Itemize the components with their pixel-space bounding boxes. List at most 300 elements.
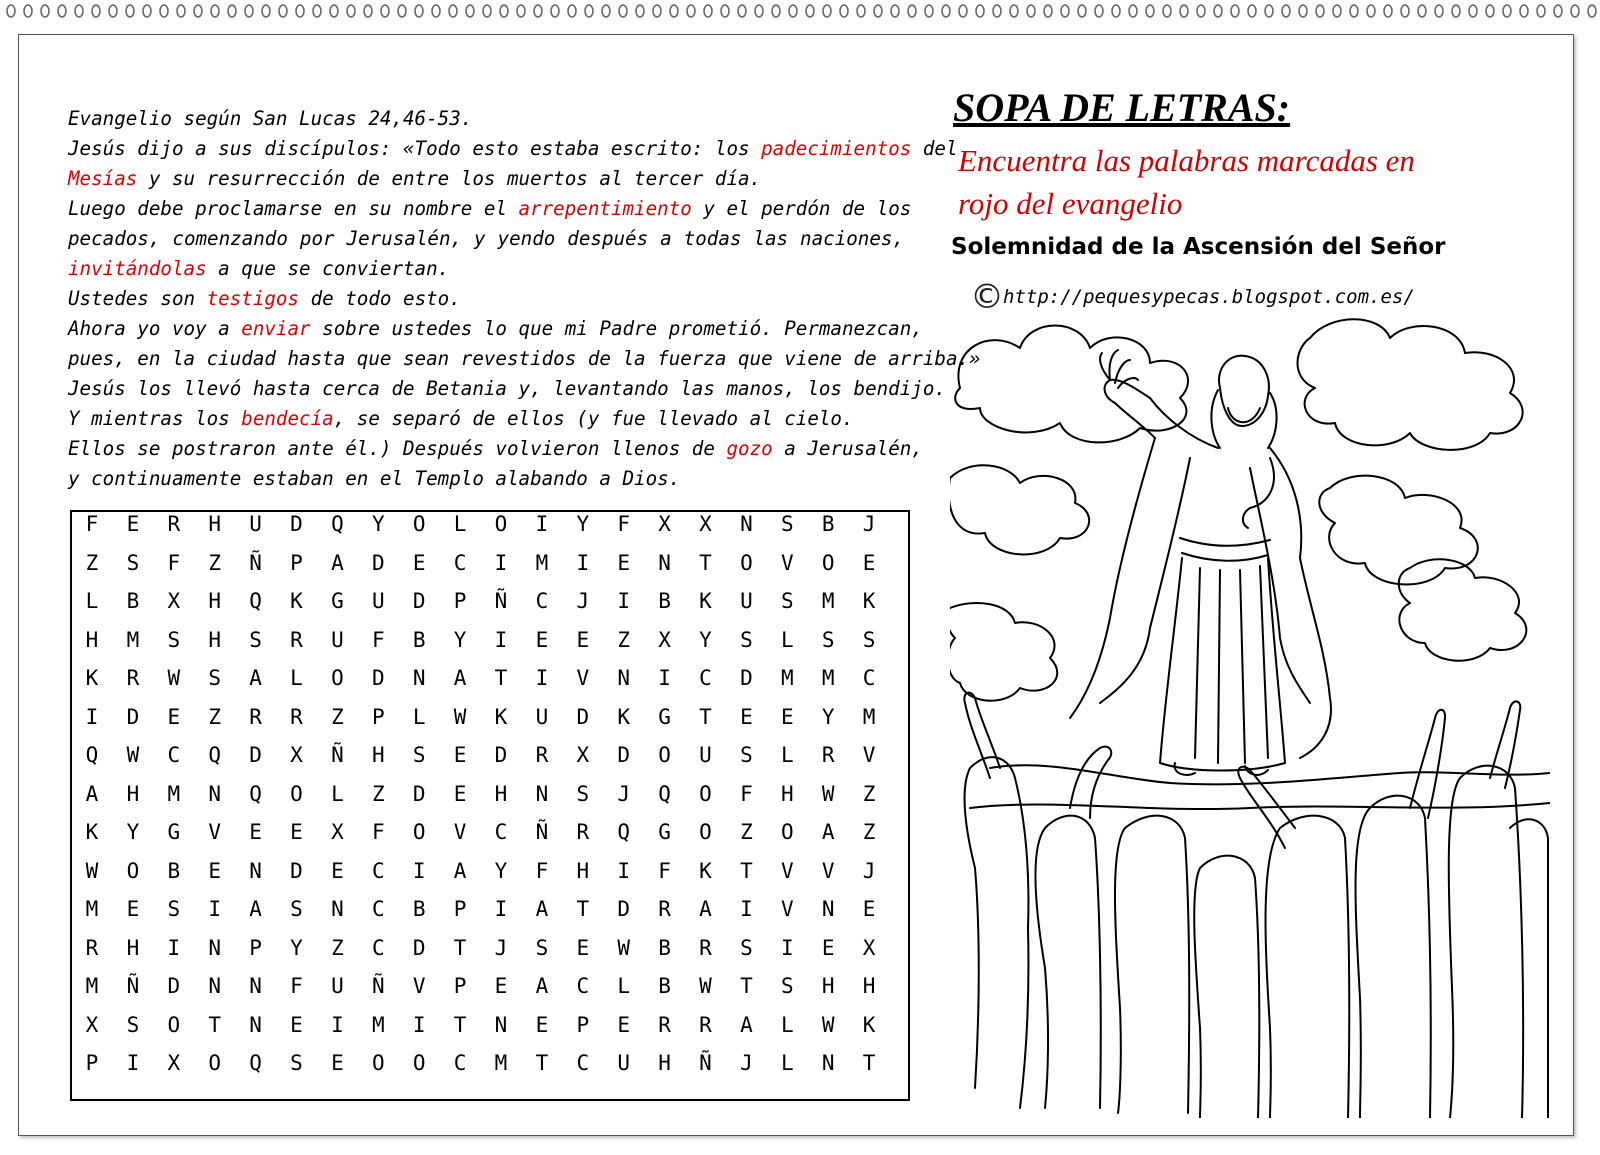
grid-letter: J	[576, 589, 590, 613]
grid-letter: W	[617, 935, 631, 960]
grid-letter: S	[290, 897, 303, 921]
grid-letter: A	[821, 820, 835, 844]
grid-letter: O	[699, 820, 712, 844]
grid-letter: O	[699, 781, 712, 806]
grid-letter: C	[494, 820, 508, 844]
grid-letter: Z	[208, 704, 222, 729]
disciple-figure	[1449, 766, 1523, 1118]
grid-letter: I	[494, 550, 508, 575]
gospel-text-segment: y continuamente estaban en el Templo alabando a Dios.	[68, 467, 681, 490]
binding-ring	[1333, 5, 1341, 17]
gospel-line	[68, 224, 904, 254]
grid-letter: D	[412, 781, 426, 806]
grid-letter: S	[535, 935, 549, 960]
grid-letter: E	[412, 550, 426, 575]
grid-letter: D	[412, 935, 426, 960]
grid-letter: F	[371, 627, 385, 652]
binding-ring	[908, 5, 916, 17]
grid-letter: M	[821, 589, 835, 613]
binding-ring	[840, 5, 848, 17]
binding-ring	[1367, 5, 1375, 17]
grid-letter: T	[862, 1051, 876, 1075]
grid-letter: L	[331, 781, 344, 806]
grid-letter: L	[290, 666, 303, 690]
binding-ring	[1248, 5, 1256, 17]
grid-letter: Y	[290, 935, 303, 960]
grid-letter: C	[699, 666, 712, 690]
grid-letter: O	[494, 512, 508, 536]
grid-letter: E	[453, 743, 467, 767]
grid-letter: S	[862, 627, 876, 652]
grid-letter: V	[862, 743, 876, 767]
gospel-text-segment: y el perdón de los	[691, 197, 912, 220]
grid-letter: K	[699, 589, 712, 613]
grid-letter: I	[658, 666, 671, 690]
grid-letter: M	[821, 666, 835, 690]
grid-letter: B	[658, 589, 671, 613]
grid-letter: N	[412, 666, 426, 690]
grid-letter: B	[658, 974, 671, 998]
hill-line	[990, 765, 1550, 784]
grid-letter: S	[780, 974, 794, 998]
grid-letter: B	[167, 858, 181, 883]
disciple-figure	[1194, 856, 1259, 1118]
jesus-folds	[1195, 566, 1268, 763]
grid-letter: C	[453, 550, 467, 575]
grid-letter: B	[126, 589, 140, 613]
gospel-text-segment: Ustedes son	[68, 287, 207, 310]
gospel-text-segment: a Jerusalén,	[772, 437, 923, 460]
grid-letter: J	[740, 1051, 753, 1075]
grid-letter: I	[740, 897, 753, 921]
grid-letter: E	[535, 627, 549, 652]
grid-letter: S	[126, 550, 140, 575]
cloud-outline	[955, 326, 1188, 443]
binding-ring	[7, 5, 15, 17]
grid-letter: X	[862, 935, 876, 960]
grid-letter: Y	[453, 627, 467, 652]
spiral-binding	[0, 0, 1600, 24]
grid-letter: F	[85, 512, 99, 536]
binding-ring	[228, 5, 236, 17]
grid-letter: U	[371, 589, 385, 613]
grid-letter: D	[412, 589, 426, 613]
grid-letter: T	[494, 666, 508, 690]
binding-ring	[194, 5, 202, 17]
grid-letter: R	[126, 666, 140, 690]
gospel-line	[68, 104, 904, 134]
grid-letter: S	[167, 897, 181, 921]
grid-letter: T	[740, 858, 753, 883]
binding-ring	[296, 5, 304, 17]
grid-letter: E	[617, 1012, 631, 1037]
grid-letter: Q	[331, 512, 344, 536]
grid-letter: X	[699, 512, 712, 536]
grid-letter: E	[576, 935, 590, 960]
grid-letter: I	[617, 858, 631, 883]
binding-ring	[24, 5, 32, 17]
grid-letter: M	[535, 550, 549, 575]
grid-letter: S	[126, 1012, 140, 1037]
highlighted-word: arrepentimiento	[518, 197, 692, 220]
grid-letter: F	[740, 781, 753, 806]
grid-letter: S	[208, 666, 222, 690]
grid-letter: I	[535, 512, 549, 536]
binding-ring	[109, 5, 117, 17]
grid-letter: C	[535, 589, 549, 613]
grid-letter: Q	[208, 743, 222, 767]
grid-letter: O	[371, 1051, 385, 1075]
gospel-text-segment: del	[911, 137, 958, 160]
grid-letter: N	[821, 897, 835, 921]
grid-letter: R	[576, 820, 590, 844]
grid-letter: P	[453, 589, 467, 613]
grid-letter: X	[331, 820, 344, 844]
binding-ring	[1265, 5, 1273, 17]
grid-letter: E	[576, 627, 590, 652]
gospel-line	[68, 374, 946, 404]
grid-letter: E	[494, 974, 508, 998]
grid-letter: J	[862, 858, 876, 883]
grid-letter: S	[290, 1051, 303, 1075]
grid-letter: E	[821, 935, 835, 960]
grid-letter: F	[535, 858, 549, 883]
grid-letter: V	[780, 897, 794, 921]
grid-letter: O	[126, 858, 140, 883]
gospel-text-segment: Jesús los llevó hasta cerca de Betania y, levantando las manos, los bendijo.	[68, 377, 946, 400]
grid-letter: R	[699, 935, 712, 960]
binding-ring	[1282, 5, 1290, 17]
grid-letter: R	[535, 743, 549, 767]
grid-letter: E	[331, 858, 344, 883]
grid-letter: N	[249, 1012, 262, 1037]
disciple-figure	[1356, 796, 1431, 1118]
binding-ring	[1418, 5, 1426, 17]
grid-letter: Q	[617, 820, 631, 844]
grid-letter: S	[821, 627, 835, 652]
grid-letter: H	[371, 743, 385, 767]
grid-letter: O	[658, 743, 671, 767]
binding-ring	[1095, 5, 1103, 17]
blog-url: http://pequesypecas.blogspot.com.es/	[1003, 286, 1415, 308]
grid-letter: Ñ	[371, 974, 385, 998]
grid-letter: U	[535, 704, 549, 729]
grid-letter: L	[780, 743, 794, 767]
binding-ring	[1571, 5, 1579, 17]
grid-letter: N	[821, 1051, 835, 1075]
grid-letter: R	[85, 935, 99, 960]
binding-ring	[568, 5, 576, 17]
grid-letter: Z	[862, 781, 876, 806]
binding-ring	[1316, 5, 1324, 17]
grid-letter: B	[412, 897, 426, 921]
binding-ring	[738, 5, 746, 17]
grid-letter: Y	[494, 858, 508, 883]
binding-ring	[1520, 5, 1528, 17]
grid-letter: E	[862, 897, 876, 921]
grid-letter: E	[126, 512, 140, 536]
grid-letter: K	[290, 589, 303, 613]
grid-letter: I	[85, 704, 99, 729]
grid-letter: H	[208, 512, 222, 536]
binding-ring	[160, 5, 168, 17]
cloud-outline	[1298, 319, 1523, 450]
binding-ring	[823, 5, 831, 17]
grid-letter: I	[167, 935, 181, 960]
grid-letter: E	[249, 820, 262, 844]
grid-letter: D	[290, 858, 303, 883]
grid-letter: S	[740, 743, 753, 767]
binding-ring	[449, 5, 457, 17]
binding-ring	[551, 5, 559, 17]
grid-letter: N	[208, 935, 222, 960]
grid-letter: R	[290, 627, 303, 652]
grid-letter: H	[85, 627, 99, 652]
binding-ring	[126, 5, 134, 17]
grid-letter: N	[740, 512, 753, 536]
grid-letter: B	[821, 512, 835, 536]
grid-letter: H	[494, 781, 508, 806]
binding-ring	[1078, 5, 1086, 17]
binding-ring	[1350, 5, 1358, 17]
grid-letter: L	[780, 1012, 794, 1037]
grid-letter: T	[699, 704, 712, 729]
binding-ring	[1452, 5, 1460, 17]
disciple-figure	[1266, 816, 1350, 1118]
jesus-sash	[1180, 538, 1270, 561]
grid-letter: X	[576, 743, 590, 767]
binding-ring	[143, 5, 151, 17]
binding-ring	[857, 5, 865, 17]
ascension-illustration	[950, 308, 1550, 1118]
binding-ring	[432, 5, 440, 17]
binding-ring	[313, 5, 321, 17]
highlighted-word: testigos	[206, 287, 300, 310]
grid-letter: R	[167, 512, 181, 536]
grid-letter: V	[412, 974, 426, 998]
gospel-line	[68, 284, 904, 314]
binding-ring	[670, 5, 678, 17]
grid-letter: V	[208, 820, 222, 844]
grid-letter: Ñ	[535, 820, 549, 844]
grid-letter: E	[535, 1012, 549, 1037]
grid-letter: P	[249, 935, 262, 960]
grid-letter: E	[862, 550, 876, 575]
binding-ring	[517, 5, 525, 17]
disciple-figure	[1115, 816, 1189, 1113]
grid-letter: E	[453, 781, 467, 806]
binding-ring	[330, 5, 338, 17]
grid-letter: C	[576, 1051, 590, 1075]
grid-letter: Z	[208, 550, 222, 575]
grid-letter: F	[167, 550, 181, 575]
gospel-text-segment: Luego debe proclamarse en su nombre el	[68, 197, 519, 220]
grid-letter: H	[658, 1051, 671, 1075]
gospel-text-segment: a que se conviertan.	[206, 257, 450, 280]
grid-letter: P	[453, 974, 467, 998]
grid-letter: Z	[740, 820, 753, 844]
grid-letter: N	[535, 781, 549, 806]
binding-ring	[942, 5, 950, 17]
grid-letter: W	[699, 974, 712, 998]
binding-ring	[500, 5, 508, 17]
grid-letter: X	[658, 512, 671, 536]
binding-ring	[1129, 5, 1137, 17]
binding-ring	[1503, 5, 1511, 17]
grid-letter: X	[85, 1012, 99, 1037]
binding-ring	[619, 5, 627, 17]
grid-letter: O	[412, 1051, 426, 1075]
binding-ring	[1163, 5, 1171, 17]
grid-letter: A	[453, 666, 467, 690]
instructions	[958, 139, 1538, 225]
grid-letter: F	[658, 858, 671, 883]
gospel-line	[68, 314, 923, 344]
grid-letter: H	[126, 781, 140, 806]
instructions-line-2: rojo del evangelio	[958, 186, 1183, 221]
grid-letter: O	[208, 1051, 222, 1075]
grid-letter: K	[85, 666, 99, 690]
binding-ring	[1027, 5, 1035, 17]
binding-ring	[211, 5, 219, 17]
grid-letter: Z	[85, 550, 99, 575]
grid-letter: M	[780, 666, 794, 690]
grid-letter: N	[494, 1012, 508, 1037]
grid-letter: P	[371, 704, 385, 729]
gospel-text	[68, 104, 981, 494]
binding-ring	[806, 5, 814, 17]
grid-letter: H	[821, 974, 835, 998]
grid-letter: O	[412, 820, 426, 844]
gospel-text-segment: pues, en la ciudad hasta que sean revestidos de la fuerza que viene de arriba.»	[68, 347, 981, 370]
grid-letter: Ñ	[699, 1051, 712, 1075]
grid-letter: C	[862, 666, 876, 690]
grid-letter: M	[494, 1051, 508, 1075]
binding-ring	[1299, 5, 1307, 17]
grid-letter: Q	[85, 743, 99, 767]
grid-letter: U	[740, 589, 753, 613]
grid-letter: P	[576, 1012, 590, 1037]
grid-letter: W	[453, 704, 467, 729]
binding-ring	[1401, 5, 1409, 17]
grid-letter: D	[371, 666, 385, 690]
grid-letter: B	[412, 627, 426, 652]
binding-ring	[704, 5, 712, 17]
binding-ring	[483, 5, 491, 17]
grid-letter: R	[699, 1012, 712, 1037]
binding-ring	[534, 5, 542, 17]
grid-letter: S	[412, 743, 426, 767]
grid-letter: T	[699, 550, 712, 575]
grid-letter: O	[331, 666, 344, 690]
grid-letter: A	[535, 897, 549, 921]
highlighted-word: gozo	[726, 437, 773, 460]
jesus-mantle	[1100, 458, 1310, 703]
grid-letter: R	[821, 743, 835, 767]
grid-letter: M	[371, 1012, 385, 1037]
grid-letter: V	[821, 858, 835, 883]
grid-letter: C	[371, 858, 385, 883]
binding-ring	[1061, 5, 1069, 17]
grid-letter: O	[412, 512, 426, 536]
binding-ring	[381, 5, 389, 17]
grid-letter: S	[780, 512, 794, 536]
gospel-text-segment: pecados, comenzando por Jerusalén, y yendo después a todas las naciones,	[68, 227, 904, 250]
grid-letter: W	[167, 666, 181, 690]
grid-letter: J	[494, 935, 508, 960]
grid-letter: F	[290, 974, 303, 998]
grid-letter: W	[85, 858, 99, 883]
highlighted-word: bendecía	[241, 407, 334, 430]
grid-letter: U	[617, 1051, 631, 1075]
grid-letter: A	[249, 897, 262, 921]
grid-letter: V	[453, 820, 467, 844]
grid-letter: Ñ	[126, 974, 140, 998]
gospel-line	[68, 344, 981, 374]
binding-ring	[1537, 5, 1545, 17]
grid-letter: I	[576, 550, 590, 575]
binding-ring	[92, 5, 100, 17]
grid-letter: V	[780, 550, 794, 575]
binding-ring	[1112, 5, 1120, 17]
cloud-outline	[1319, 476, 1477, 585]
binding-ring	[279, 5, 287, 17]
binding-ring	[874, 5, 882, 17]
gospel-line	[68, 404, 904, 434]
grid-letter: S	[740, 935, 753, 960]
grid-letter: K	[862, 589, 876, 613]
disciple-arm	[964, 693, 1000, 778]
binding-ring	[1180, 5, 1188, 17]
gospel-text-segment: Ellos se postraron ante él.) Después volvieron llenos de	[68, 437, 727, 460]
worksheet-title: SOPA DE LETRAS:	[953, 85, 1291, 130]
gospel-text-segment: , se separó de ellos (y fue llevado al cielo.	[333, 407, 854, 430]
grid-letter: D	[494, 743, 508, 767]
grid-letter: L	[453, 512, 467, 536]
feast-title: Solemnidad de la Ascensión del Señor	[951, 234, 1446, 260]
grid-letter: H	[780, 781, 794, 806]
grid-letter: E	[167, 704, 181, 729]
binding-ring	[891, 5, 899, 17]
grid-letter: T	[453, 935, 467, 960]
grid-letter: Y	[576, 512, 590, 536]
grid-letter: M	[167, 781, 181, 806]
grid-letter: V	[780, 858, 794, 883]
grid-letter: E	[290, 1012, 303, 1037]
binding-ring	[58, 5, 66, 17]
grid-letter: L	[85, 589, 99, 613]
binding-ring	[1214, 5, 1222, 17]
binding-ring	[41, 5, 49, 17]
grid-letter: I	[208, 897, 222, 921]
grid-letter: I	[494, 897, 508, 921]
grid-letter: I	[331, 1012, 344, 1037]
binding-ring	[959, 5, 967, 17]
grid-letter: I	[617, 589, 631, 613]
gospel-text-segment: Ahora yo voy a	[68, 317, 242, 340]
grid-letter: U	[331, 627, 344, 652]
grid-letter: K	[617, 704, 631, 729]
grid-letter: T	[453, 1012, 467, 1037]
disciple-figure	[965, 757, 1029, 1108]
binding-ring	[993, 5, 1001, 17]
grid-letter: Z	[371, 781, 385, 806]
grid-letter: D	[290, 512, 303, 536]
grid-letter: G	[331, 589, 344, 613]
grid-letter: C	[371, 897, 385, 921]
grid-letter: T	[535, 1051, 549, 1075]
binding-ring	[602, 5, 610, 17]
